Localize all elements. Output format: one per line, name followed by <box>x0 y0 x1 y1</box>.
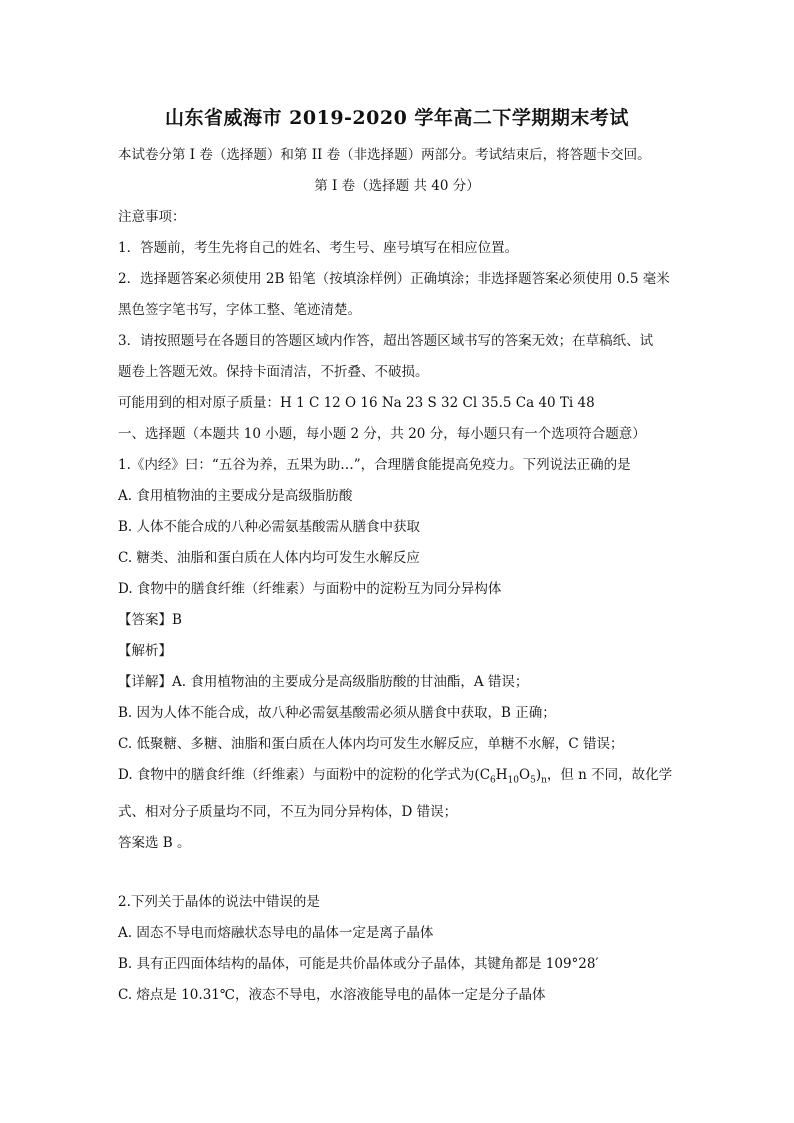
subscript: n <box>541 775 547 786</box>
formula-part: H <box>495 767 508 783</box>
formula-part: ) <box>535 767 542 783</box>
q1-detail-d-cont: 式、相对分子质量均不同，不互为同分异构体，D 错误； <box>118 803 458 820</box>
q1-option-d: D. 食物中的膳食纤维（纤维素）与面粉中的淀粉互为同分异构体 <box>118 581 502 597</box>
note-line: 2．选择题答案必须使用 2B 铅笔（按填涂样例）正确填涂；非选择题答案必须使用 0.5 毫米 <box>118 271 670 287</box>
notes-heading: 注意事项： <box>118 209 186 225</box>
q1-conclusion: 答案选 B 。 <box>118 834 191 851</box>
q1-analysis-label: 【解析】 <box>118 643 172 659</box>
part-heading: 一、选择题（本题共 10 小题，每小题 2 分，共 20 分，每小题只有一个选项符合题意） <box>118 426 646 442</box>
detail-d-text: D. 食物中的膳食纤维（纤维素）与面粉中的淀粉的化学式为(C <box>118 767 491 783</box>
note-line: 3．请按照题号在各题目的答题区域内作答，超出答题区域书写的答案无效；在草稿纸、试 <box>118 333 654 349</box>
subscript: 10 <box>507 775 519 786</box>
intro-text: 本试卷分第 I 卷（选择题）和第 II 卷（非选择题）两部分。考试结束后，将答题卡交回。 <box>118 147 651 163</box>
q1-option-c: C. 糖类、油脂和蛋白质在人体内均可发生水解反应 <box>118 550 420 566</box>
q1-detail-a: 【详解】A. 食用植物油的主要成分是高级脂肪酸的甘油酯，A 错误； <box>118 674 529 690</box>
question-1-stem: 1.《内经》曰：“五谷为养，五果为助…”，合理膳食能提高免疫力。下列说法正确的是 <box>118 457 631 473</box>
note-line: 1．答题前，考生先将自己的姓名、考生号、座号填写在相应位置。 <box>118 240 519 256</box>
q1-option-b: B. 人体不能合成的八种必需氨基酸需从膳食中获取 <box>118 519 421 535</box>
page-title: 山东省威海市 2019-2020 学年高二下学期期末考试 <box>165 107 629 129</box>
atomic-masses: 可能用到的相对原子质量：H 1 C 12 O 16 Na 23 S 32 Cl 35.5 Ca 40 Ti 48 <box>118 395 595 411</box>
q2-option-a: A. 固态不导电而熔融状态导电的晶体一定是离子晶体 <box>118 924 434 941</box>
note-line: 黑色签字笔书写，字体工整、笔迹清楚。 <box>118 302 361 318</box>
q1-detail-b: B. 因为人体不能合成，故八种必需氨基酸需必须从膳食中获取，B 正确； <box>118 705 556 721</box>
note-line: 题卷上答题无效。保持卡面清洁，不折叠、不破损。 <box>118 364 429 380</box>
subscript: 5 <box>530 775 536 786</box>
subscript: 6 <box>490 775 496 786</box>
section-heading: 第 I 卷（选择题 共 40 分） <box>314 178 480 194</box>
q2-option-b: B. 具有正四面体结构的晶体，可能是共价晶体或分子晶体，其键角都是 109°28′ <box>118 955 599 972</box>
q1-detail-c: C. 低聚糖、多糖、油脂和蛋白质在人体内均可发生水解反应，单糖不水解，C 错误； <box>118 736 624 752</box>
detail-d-text: ，但 n 不同，故化学 <box>546 767 673 783</box>
formula-part: O <box>519 767 531 783</box>
question-2-stem: 2.下列关于晶体的说法中错误的是 <box>118 893 320 910</box>
q1-answer: 【答案】B <box>118 612 182 628</box>
q1-option-a: A. 食用植物油的主要成分是高级脂肪酸 <box>118 488 353 504</box>
q2-option-c: C. 熔点是 10.31℃，液态不导电，水溶液能导电的晶体一定是分子晶体 <box>118 986 546 1003</box>
q1-detail-d <box>118 760 676 797</box>
